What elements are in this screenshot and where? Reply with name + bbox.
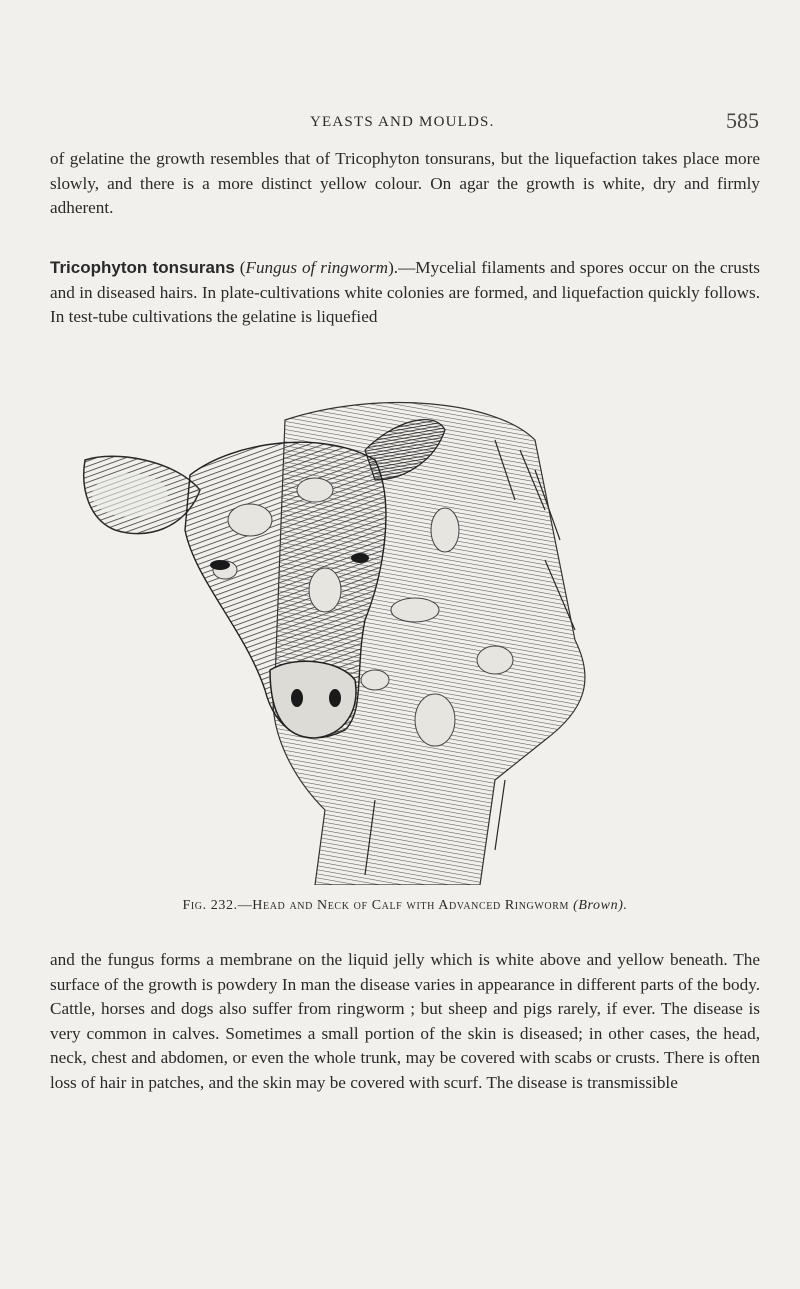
open-paren: (	[234, 258, 246, 277]
paragraph-3: and the fungus forms a membrane on the liquid jelly which is white above and yellow beneath. The surface of the growth is powdery In man the disease varies in appearance in different parts of the body. Cattle, horses and dogs also suffer from ringworm ; but sheep and pigs rarely, if ever. The disease is very common in calves. Sometimes a small portion of the skin is diseased; in other cases, the head, neck, chest and abdomen, or even the whole trunk, may be covered with scabs or crusts. There is often loss of hair in patches, and the skin may be covered with scurf. The disease is transmissible	[50, 950, 760, 1092]
caption-text: —Head and Neck of Calf with Advanced Ringworm	[237, 898, 574, 913]
species-heading: Tricophyton tonsurans	[50, 258, 235, 277]
page-number: 585	[726, 108, 759, 133]
calf-engraving	[75, 380, 635, 885]
common-name: Fungus of ringworm	[245, 258, 389, 277]
figure-calf-illustration	[75, 380, 635, 885]
close-paren: ).	[388, 258, 399, 277]
figure-caption	[50, 898, 760, 914]
caption-label: Fig. 232.	[182, 898, 238, 913]
running-title: YEASTS AND MOULDS.	[310, 114, 495, 130]
caption-credit: (Brown).	[573, 898, 628, 913]
running-head	[0, 108, 800, 136]
paragraph-1: of gelatine the growth resembles that of Tricophyton tonsurans, but the liquefaction takes place more slowly, and there is a more distinct yellow colour. On agar the growth is white, dry and firmly adherent.	[50, 149, 760, 217]
paragraph-2-body: —Mycelial filaments and spores occur on the crusts and in diseased hairs. In plate-cultivations white colonies are formed, and liquefaction quickly follows. In test-tube cultivations the gelatine is liquefied	[50, 258, 760, 326]
paragraph-2	[50, 256, 760, 330]
